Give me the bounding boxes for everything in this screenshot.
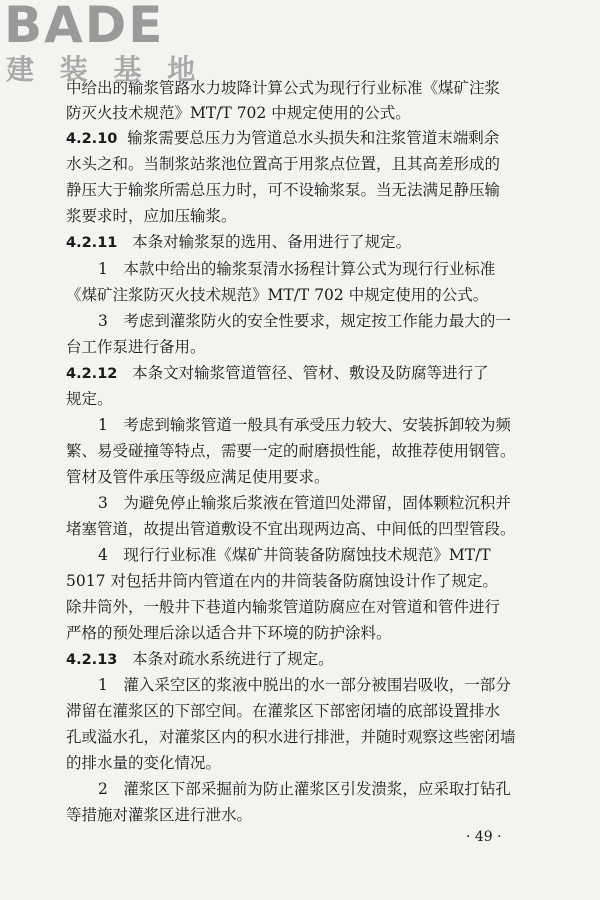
- text-line: 中给出的输浆管路水力坡降计算公式为现行行业标准《煤矿注浆: [66, 79, 501, 97]
- text-line: 浆要求时，应加压输浆。: [66, 207, 237, 225]
- text-line: 管材及管件承压等级应满足使用要求。: [66, 468, 330, 486]
- text-line: 5017 对包括井筒内管道在内的井筒装备防腐蚀设计作了规定。: [66, 572, 498, 590]
- text-line: 本条文对输浆管道管径、管材、敷设及防腐等进行了: [132, 364, 489, 382]
- text-line: 规定。: [66, 390, 113, 408]
- clause-4-2-10: [66, 128, 499, 150]
- text-line: 1 考虑到输浆管道一般具有承受压力较大、安装拆卸较为频: [98, 416, 511, 434]
- text-line: 1 灌入采空区的浆液中脱出的水一部分被围岩吸收，一部分: [98, 676, 511, 694]
- text-line: 严格的预处理后涂以适合井下环境的防护涂料。: [66, 624, 392, 642]
- text-line: 3 为避免停止输浆后浆液在管道凹处滞留，固体颗粒沉积并: [98, 494, 511, 512]
- text-line: 繁、易受碰撞等特点，需要一定的耐磨损性能，故推荐使用钢管。: [66, 442, 516, 460]
- text-line: 1 本款中给出的输浆泵清水扬程计算公式为现行行业标准: [98, 260, 496, 278]
- clause-4-2-12: [66, 363, 489, 385]
- text-line: 本条对疏水系统进行了规定。: [132, 650, 334, 668]
- text-line: 3 考虑到灌浆防火的安全性要求，规定按工作能力最大的一: [98, 312, 511, 330]
- text-line: 除井筒外，一般井下巷道内输浆管道防腐应在对管道和管件进行: [66, 598, 501, 616]
- bade-logo: [4, 0, 203, 86]
- text-line: 孔或溢水孔，对灌浆区内的积水进行排泄，并随时观察这些密闭墙: [66, 728, 516, 746]
- clause-number: 4.2.11: [66, 235, 118, 251]
- text-line: 静压大于输浆所需总压力时，可不设输浆泵。当无法满足静压输: [66, 181, 501, 199]
- page-number: · 49 ·: [466, 829, 502, 845]
- text-line: 《煤矿注浆防灭火技术规范》MT/T 702 中规定使用的公式。: [66, 286, 489, 304]
- text-line: 输浆需要总压力为管道总水头损失和注浆管道末端剩余: [127, 129, 500, 147]
- text-line: 水头之和。当制浆站浆池位置高于用浆点位置，且其高差形成的: [66, 155, 501, 173]
- logo-wordmark: BADE: [4, 0, 165, 54]
- text-line: 本条对输浆泵的选用、备用进行了规定。: [132, 233, 412, 251]
- text-line: 台工作泵进行备用。: [66, 338, 206, 356]
- clause-4-2-11: [66, 232, 411, 254]
- clause-number: 4.2.12: [66, 366, 118, 382]
- logo-subtitle: 建 装 基 地: [6, 53, 204, 86]
- text-line: 2 灌浆区下部采掘前为防止灌浆区引发溃浆，应采取打钻孔: [98, 780, 511, 798]
- text-line: 等措施对灌浆区进行泄水。: [66, 806, 253, 824]
- text-line: 的排水量的变化情况。: [66, 754, 222, 772]
- text-line: 4 现行行业标准《煤矿井筒装备防腐蚀技术规范》MT/T: [98, 546, 491, 564]
- clause-number: 4.2.10: [66, 131, 118, 147]
- text-line: 堵塞管道，故提出管道敷设不宜出现两边高、中间低的凹型管段。: [66, 520, 516, 538]
- text-line: 滞留在灌浆区的下部空间。在灌浆区下部密闭墙的底部设置排水: [66, 702, 501, 720]
- clause-number: 4.2.13: [66, 652, 118, 668]
- clause-4-2-13: [66, 649, 334, 671]
- text-line: 防灭火技术规范》MT/T 702 中规定使用的公式。: [66, 104, 411, 122]
